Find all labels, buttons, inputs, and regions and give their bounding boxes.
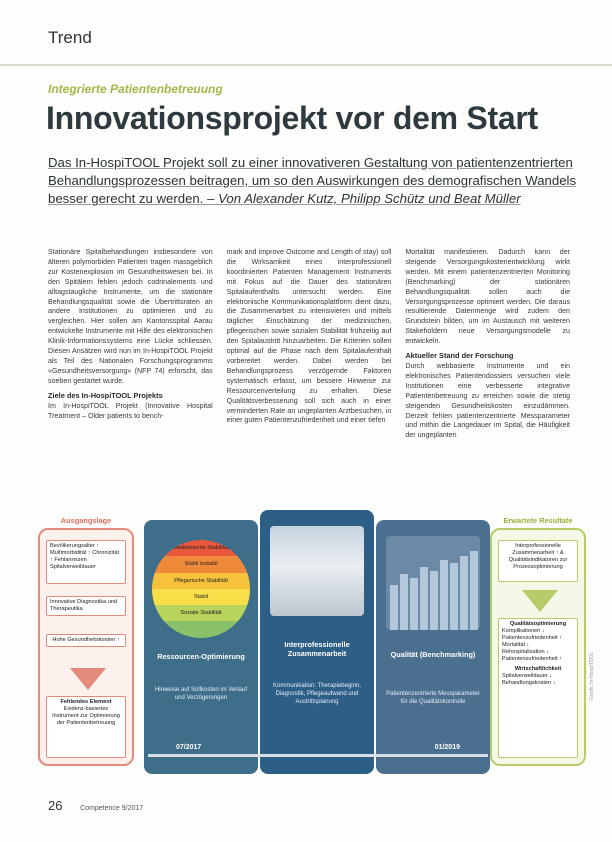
team-photo <box>270 526 364 616</box>
project-infographic <box>38 510 584 778</box>
magazine-name: Competence 9/2017 <box>80 805 144 812</box>
body-columns <box>48 248 570 461</box>
kicker: Integrierte Patientenbetreuung <box>48 82 223 96</box>
benchmark-bar <box>410 578 418 630</box>
baseline-item-2: Innovative Diagnostika und Therapeutika <box>46 596 126 616</box>
benchmark-bar <box>420 567 428 630</box>
stability-band <box>152 621 250 637</box>
timeline-line <box>148 754 488 757</box>
stability-band: Stabil instabil <box>152 556 250 572</box>
timeline-end: 01/2019 <box>434 744 460 751</box>
lead-paragraph <box>48 154 588 208</box>
page-footer <box>48 798 143 813</box>
results-title: Erwartete Resultate <box>503 516 573 525</box>
column-1 <box>48 248 213 461</box>
stability-band: Pflegerische Stabilität <box>152 573 250 589</box>
baseline-panel <box>38 516 134 766</box>
card-collaboration-title: Interprofessionelle Zusammenarbeit <box>284 640 350 658</box>
quality-item: Mortalität ↓ <box>502 642 530 648</box>
arrow-down-icon <box>70 668 106 690</box>
card-resources-text: Hinweise auf Sollkosten im Verlauf und Verzögerungen <box>154 687 248 701</box>
quality-item: Patientenzufriedenheit ↑ <box>502 656 563 662</box>
card-collaboration <box>260 510 374 774</box>
card-quality-text: Patientenzentrierte Messparameter für die Qualitätskontrolle <box>386 691 480 705</box>
column-3-heading: Aktueller Stand der Forschung <box>405 351 514 361</box>
economy-item: Behandlungskosten ↓ <box>502 680 556 686</box>
card-resources <box>144 520 258 774</box>
missing-element-title: Fehlendes Element <box>60 699 112 705</box>
stability-band: Soziale Stabilität <box>152 605 250 621</box>
card-quality <box>376 520 490 774</box>
stability-band: Medizinische Stabilität <box>152 540 250 556</box>
results-quality-box <box>498 618 578 758</box>
quality-title: Qualitätsoptimierung <box>509 621 567 627</box>
section-label: Trend <box>48 28 92 47</box>
benchmark-bars <box>386 536 480 630</box>
header-rule <box>0 64 612 66</box>
column-3-text: Mortalität manifestieren. Dadurch kann der steigende Versorgungskostenentwicklung wirkt werden. Mit einem patientenzentrierten Monitoring (Benchmarking) der stationären Behandlungsqualität sollen auch die Versorgungsprozesse optimiert werden. Die daraus resultierende Datenmenge wird zudem den Grundstein bilden, um im Austausch mit weiteren Stakeholdern neue Versorgungsmodelle zu entwickeln. <box>405 248 571 346</box>
benchmark-bar <box>450 563 458 630</box>
image-credit: Grafik: In-HospiTOOL <box>589 651 595 700</box>
benchmark-bar <box>390 585 398 630</box>
economy-title: Wirtschaftlichkeit <box>514 666 562 672</box>
benchmark-bar <box>470 551 478 630</box>
benchmark-bar <box>400 574 408 630</box>
card-resources-title: Ressourcen-Optimierung <box>157 652 245 661</box>
quality-item: Rehospitalisation ↓ <box>502 649 549 655</box>
baseline-item-3: Hohe Gesundheitskosten ↑ <box>46 634 126 647</box>
results-panel <box>490 516 586 766</box>
stability-circle <box>152 540 250 638</box>
missing-element-text: Evidenz-basiertes Instrument zur Optimierung der Patientenbetreuung <box>52 706 120 726</box>
card-quality-title: Qualität (Benchmarking) <box>390 650 476 659</box>
benchmark-bar <box>460 556 468 630</box>
column-1-text-b: Im In-HospiTOOL Projekt (Innovative Hospital Treatment – Older patients to bench- <box>48 401 213 420</box>
card-collaboration-text: Kommunikation: Therapiebeginn, Diagnostik, Pflegeaufwand und Austrittsplanung <box>273 683 361 705</box>
timeline <box>148 746 488 760</box>
missing-element-box <box>46 696 126 758</box>
benchmark-bar <box>430 571 438 630</box>
column-1-heading: Ziele des In-HospiTOOL Projekts <box>48 390 163 400</box>
quality-item: Patientenzufriedenheit ↑ <box>502 635 563 641</box>
column-2-text: mark and improve Outcome and Length of stay) soll die Wirksamkeit eines interprofessionell koordinierten Patienten Management Instruments mit Fokus auf die Dauer des stationären Spitalaufenthalts untersucht werden. Eine elektronische Kommunikationsplattform dient dazu, die Zusammenarbeit zu intensivieren und mittels täglicher Einschätzung der medizinischen, pflegerischen sowie sozialen Stabilität frühzeitig auf den Spitalaustritt hinzuarbeiten. Die Kriterien sollen optimal auf die Phase nach dem Spitalaufenthalt vorbereitet werden. Dabei werden bei Behandlungsprozess verzögernde Faktoren systematisch erfasst, um bessere Hinweise zur Ressourcenverteilung zu erhalten. Diese Qualitätsverbesserung soll sich auch in einer verminderten Rate an ungeplanten Arztbesuchen, in einer guten Patientenzufriedenheit und einer tiefen <box>226 248 392 425</box>
column-1-text: Stationäre Spitalbehandlungen insbesondere von älteren polymorbiden Patienten tragen massgeblich zur Kostenexplosion im Gesundheitswesen bei. In den Spitälern fehlen jedoch codrinalements und alltagstaugliche Instrumente, um die stationäre Behandlungsqualität sowie die Übertrittsraten an andere Institutionen zu optimieren und zu vergleichen. Hier sollen am Kantonsspital Aarau entwickelte Instrumente mit Hilfe des elektronischen Klinik-Informationssystems eine Lücke schliessen. Diesen Ansätzen wird nun im In-HospiTOOL Projekt als Teil des Nationalen Forschungsprogramms «Gesundheitsversorgung» (NFP 74) erforscht, das soeben gestartet wurde. <box>48 248 213 385</box>
stability-band: Stabil <box>152 589 250 605</box>
baseline-item-1: Bevölkerungsalter ↑ Multimorbidität ↑ Chronizität ↑ Fehlanreizen Spitalverweildauer <box>46 540 126 584</box>
column-3 <box>405 248 570 461</box>
lead-authors: Von Alexander Kutz, Philipp Schütz und Beat Müller <box>218 191 521 206</box>
headline: Innovationsprojekt vor dem Start <box>46 100 538 136</box>
benchmark-bar <box>440 560 448 630</box>
column-2 <box>227 248 392 461</box>
economy-item: Spitalverweildauer ↓ <box>502 673 553 679</box>
baseline-title: Ausgangslage <box>60 516 112 525</box>
lead-text: Das In-HospiTOOL Projekt soll zu einer innovativeren Gestaltung von patientenzentrierten Behandlungsprozessen beitragen, um so den Auswirkungen des demografischen Wandels besser gerecht zu werden. – <box>48 155 577 206</box>
column-3-text-b: Durch webbasierte Instrumente und ein elektronisches Patientendossiers versuchen viele Institutionen eine verbesserte integrative Patientenbetreuung zu erreichen sowie die stetig steigenden Gesundheitskosten einzudämmen. Derzeit fehlen patientenzentrierte Messparameter und mithin die Langedauer im Spital, die Häufigkeit der ungeplanten <box>405 361 571 440</box>
quality-item: Komplikationen ↓ <box>502 628 545 634</box>
arrow-down-icon <box>522 590 558 612</box>
page-number: 26 <box>48 798 63 813</box>
results-item: Interprofessionelle Zusammenarbeit ↑ & Qualitätsindikatoren zur Prozessoptimierung <box>498 540 578 582</box>
timeline-start: 07/2017 <box>176 744 202 751</box>
